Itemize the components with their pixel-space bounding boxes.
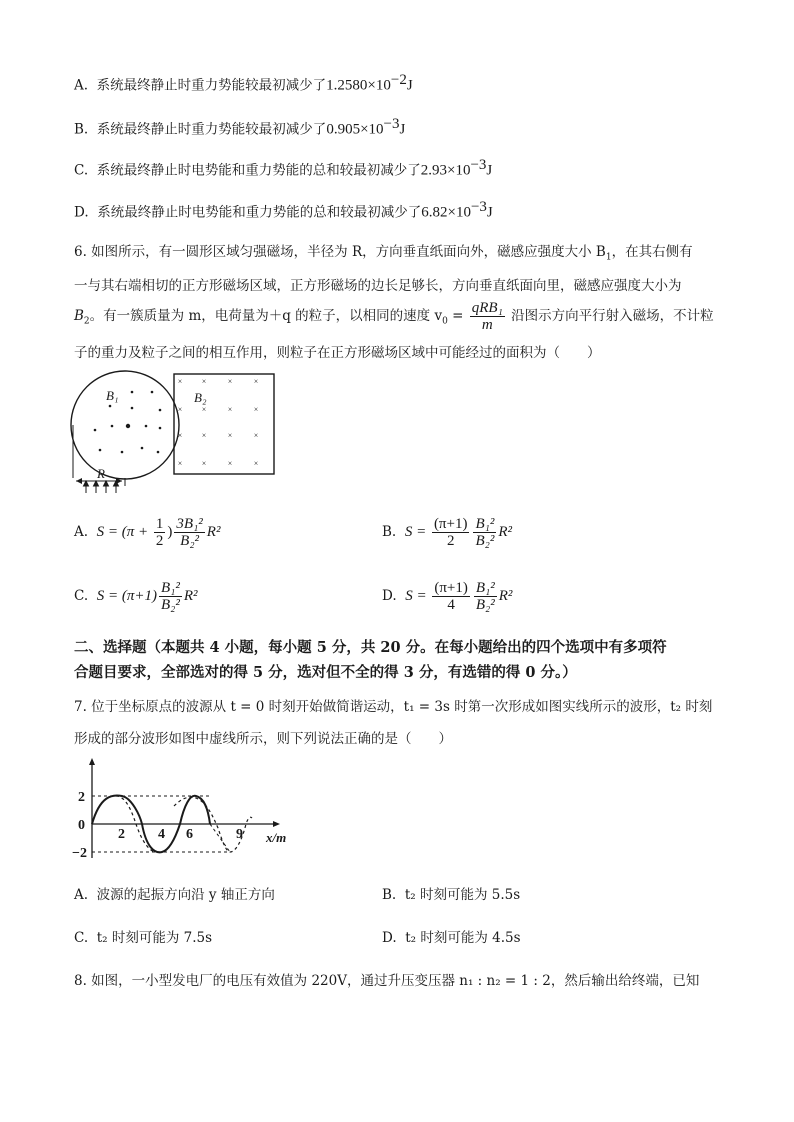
q6-option-b: B. S = $\frac{(\pi+1)}{2}$ $\frac{\text{B₁²}}{\text{B₂²}}$ R² [382,516,513,549]
x-label-4: 4 [158,827,165,842]
q8-stem-line1: 8. 如图，一小型发电厂的电压有效值为 220V，通过升压变压器 n₁ : n₂ = 1 : 2，然后输出给终端，已知 [74,973,700,989]
x-label-2: 2 [118,827,125,842]
y-label-bottom: −2 [72,846,87,861]
svg-text:×: × [253,377,259,386]
q6-option-c: C. S = (π+1) $\frac{\text{B₁²}}{\text{B₂²}}$ R² [74,580,198,613]
particle-arrows [84,481,119,493]
circular-field-region [71,371,179,479]
label-b1: B₁ [106,388,119,403]
svg-text:×: × [177,459,183,468]
svg-text:×: × [227,405,233,414]
svg-text:×: × [253,459,259,468]
section-2-heading-line2: 合题目要求，全部选对的得 5 分，选对但不全的得 3 分，有选错的得 0 分。） [74,664,577,681]
q5-option-a: A. 系统最终静止时重力势能较最初减少了$1.2580\times 10^{-2}J$ [74,72,413,94]
q7-wave-figure [70,756,300,861]
label-r: R [97,466,105,481]
svg-text:×: × [201,431,207,440]
svg-text:×: × [253,405,259,414]
svg-text:×: × [177,377,183,386]
x-label-6: 6 [186,827,193,842]
svg-text:×: × [227,459,233,468]
x-axis-label: x/m [266,830,287,845]
q6-stem-line2: 一与其右端相切的正方形磁场区域，正方形磁场的边长足够长，方向垂直纸面向里，磁感应强度大小为 [74,278,682,294]
field-out-dots [94,391,162,454]
section-2-heading-line1: 二、选择题（本题共 4 小题，每小题 5 分，共 20 分。在每小题给出的四个选项中有多项符 [74,639,667,656]
svg-text:×: × [201,405,207,414]
q5-option-d: D. 系统最终静止时电势能和重力势能的总和较最初减少了$6.82\times 10^{-3}J$ [74,199,493,221]
q7-option-d: D. t₂ 时刻可能为 4.5s [382,930,521,946]
q5-option-c: C. 系统最终静止时电势能和重力势能的总和较最初减少了$2.93\times 10^{-3}J$ [74,157,493,179]
velocity-fraction: $\frac{\text{qRB₁}}{m}$ [471,300,503,333]
svg-text:×: × [253,431,259,440]
q6-stem-line1: 6. 如图所示，有一圆形区域匀强磁场，半径为 R，方向垂直纸面向外，磁感应强度大小 $B_1$，在其右侧有 [74,244,693,263]
q7-stem-line1: 7. 位于坐标原点的波源从 t = 0 时刻开始做简谐运动，t₁ = 3s 时第一次形成如图实线所示的波形，t₂ 时刻 [74,699,713,715]
svg-text:×: × [177,405,183,414]
field-in-crosses [178,377,259,468]
q7-stem-line2: 形成的部分波形如图中虚线所示，则下列说法正确的是（ ） [74,731,452,747]
y-label-zero: 0 [78,818,85,833]
q7-option-a: A. 波源的起振方向沿 y 轴正方向 [74,887,275,903]
q5-option-b: B. 系统最终静止时重力势能较最初减少了$0.905\times 10^{-3}J$ [74,116,406,138]
q6-stem-line4: 子的重力及粒子之间的相互作用，则粒子在正方形磁场区域中可能经过的面积为（ ） [74,345,601,361]
q7-option-b: B. t₂ 时刻可能为 5.5s [382,887,521,903]
q7-option-c: C. t₂ 时刻可能为 7.5s [74,930,213,946]
svg-text:×: × [201,377,207,386]
svg-text:×: × [177,431,183,440]
svg-text:×: × [201,459,207,468]
q6-option-d: D. S = $\frac{(\pi+1)}{4}$ $\frac{\text{B₁²}}{\text{B₂²}}$ R² [382,580,513,613]
svg-text:×: × [227,431,233,440]
q6-option-a: A. S = (π + $\frac{1}{2}$ ) $\frac{\text{3B₁²}}{\text{B₂²}}$ R² [74,516,221,549]
q6-stem-line3: $B_2$。有一簇质量为 m，电荷量为＋q 的粒子，以相同的速度 $v_0$ = $\frac{\text{qRB₁}}{m}$ 沿图示方向平行射入磁场，不计粒 [74,300,714,333]
label-b2: B₂ [194,390,207,405]
q6-magnetic-field-figure [70,368,280,493]
y-label-top: 2 [78,790,85,805]
svg-text:×: × [227,377,233,386]
x-label-9: 9 [236,827,243,842]
square-field-region [174,374,274,474]
